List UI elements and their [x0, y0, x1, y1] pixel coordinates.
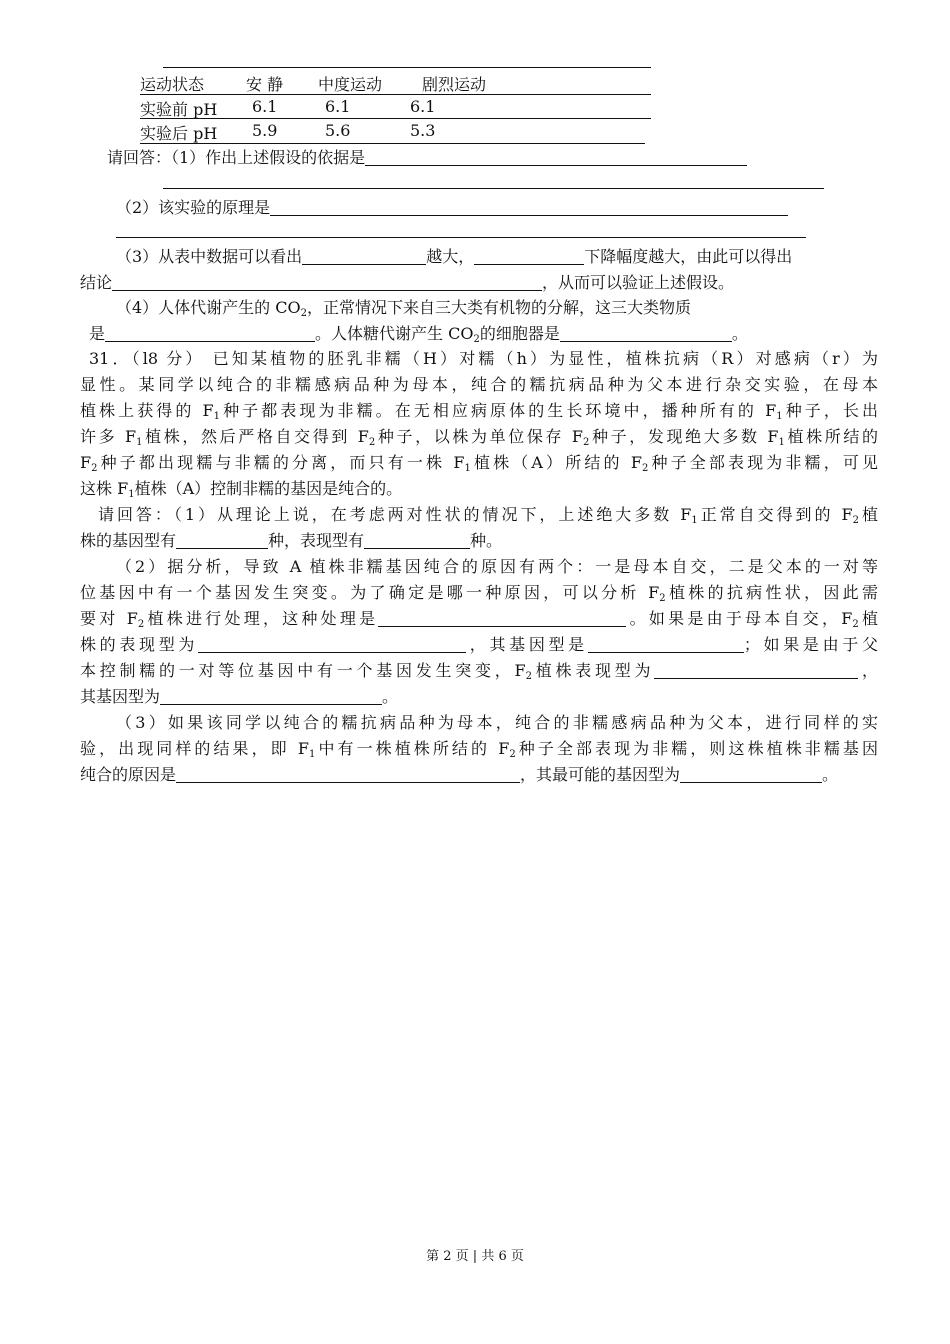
q31-line: 许多 $F_1$植株，然后严格自交得到 $F_2$种子，以株为单位保存 $F_2$种子，发现绝大多数 $F_1$植株所结的 — [80, 427, 878, 448]
q31-answer-3-line: 纯合的原因是 ，其最可能的基因型为 。 — [80, 765, 839, 784]
q30-part1: 请回答：（1）作出上述假设的依据是 — [107, 145, 747, 171]
answer-blank — [176, 532, 268, 549]
answer-line — [163, 188, 824, 189]
table-cell: 6.1 — [325, 97, 351, 116]
answer-blank — [270, 199, 788, 216]
q30-part4-cont: 是 。人体糖代谢产生 $CO_2$的细胞器是 。 — [89, 324, 748, 345]
q31-answer-2-line: 本控制糯的一对等位基因中有一个基因发生突变，$F_2$植株表现型为 ， — [80, 661, 878, 682]
q31-answer-2-line: 株的表现型为 ，其基因型是 ；如果是由于父 — [80, 635, 878, 654]
table-cell: 5.6 — [325, 121, 351, 140]
q31-answer-3: （3）如果该同学以纯合的糯抗病品种为母本，纯合的非糯感病品种为父本，进行同样的实 — [116, 713, 878, 732]
table-header-rule — [140, 94, 651, 95]
q31-line: 这株 $F_1$植株（A）控制非糯的基因是纯合的。 — [80, 479, 403, 500]
q30-part3-cont: 结论 ，从而可以验证上述假设。 — [80, 273, 735, 292]
answer-blank — [365, 149, 747, 166]
q31-line: 31．（l8 分） 已知某植物的胚乳非糯（H）对糯（h）为显性，植株抗病（R）对感病（r）为 — [89, 349, 878, 368]
q31-line: 植株上获得的 $F_1$种子都表现为非糯。在无相应病原体的生长环境中，播种所有的 $F_1$种子，长出 — [80, 401, 878, 422]
answer-blank — [160, 688, 382, 705]
table-header-rest: 安 静 — [246, 75, 284, 94]
table-cell: 6.1 — [252, 97, 278, 116]
answer-blank — [198, 636, 466, 653]
answer-blank — [680, 766, 822, 783]
q31-answer-3-line: 验，出现同样的结果，即 $F_1$中有一株植株所结的 $F_2$种子全部表现为非糯，则这株植株非糯基因 — [80, 739, 878, 760]
answer-blank — [588, 636, 744, 653]
q31-answer-1-cont: 株的基因型有 种，表现型有 种。 — [80, 531, 503, 550]
table-cell: 5.9 — [252, 121, 278, 140]
table-row-rule — [140, 118, 651, 119]
answer-blank — [560, 325, 732, 342]
table-header-moderate: 中度运动 — [318, 75, 383, 94]
answer-blank — [112, 274, 542, 291]
table-cell: 6.1 — [410, 97, 436, 116]
answer-blank — [105, 325, 315, 342]
table-top-rule — [163, 67, 651, 68]
answer-blank — [364, 532, 470, 549]
q30-part4: （4）人体代谢产生的 $CO_2$，正常情况下来自三大类有机物的分解，这三大类物质 — [116, 298, 692, 319]
table-header-state: 运动状态 — [140, 75, 205, 94]
table-cell: 5.3 — [410, 121, 436, 140]
table-header-intense: 剧烈运动 — [422, 75, 487, 94]
table-row-after-label: 实验后 pH — [140, 124, 218, 143]
answer-blank — [378, 610, 626, 627]
q31-answer-1: 请回答：（1）从理论上说，在考虑两对性状的情况下，上述绝大多数 $F_1$正常自交得到的 $F_2$植 — [98, 505, 878, 526]
table-row-before-label: 实验前 pH — [140, 100, 218, 119]
table-bottom-rule — [140, 143, 645, 144]
q31-answer-2-line: 要对 $F_2$植株进行处理，这种处理是 。如果是由于母本自交，$F_2$植 — [80, 609, 878, 630]
q31-answer-2-line: 位基因中有一个基因发生突变。为了确定是哪一种原因，可以分析 $F_2$植株的抗病性状，因此需 — [80, 583, 878, 604]
q30-part3: （3）从表中数据可以看出 越大， 下降幅度越大，由此可以得出 — [116, 247, 793, 266]
q31-answer-2-line: 其基因型为 。 — [80, 687, 399, 706]
q31-answer-2: （2）据分析，导致 A 植株非糯基因纯合的原因有两个：一是母本自交，二是父本的一对等 — [116, 557, 878, 576]
q30-part2: （2）该实验的原理是 — [116, 195, 788, 221]
q31-line: $F_2$种子都出现糯与非糯的分离，而只有一株 $F_1$植株（A）所结的 $F_2$种子全部表现为非糯，可见 — [80, 453, 878, 474]
answer-line — [116, 237, 806, 238]
answer-blank — [654, 662, 858, 679]
answer-blank — [474, 248, 584, 265]
answer-blank — [302, 248, 426, 265]
q31-line: 显性。某同学以纯合的非糯感病品种为母本，纯合的糯抗病品种为父本进行杂交实验，在母本 — [80, 375, 878, 394]
page-footer: 第 2 页 | 共 6 页 — [426, 1249, 524, 1264]
answer-blank — [176, 766, 520, 783]
